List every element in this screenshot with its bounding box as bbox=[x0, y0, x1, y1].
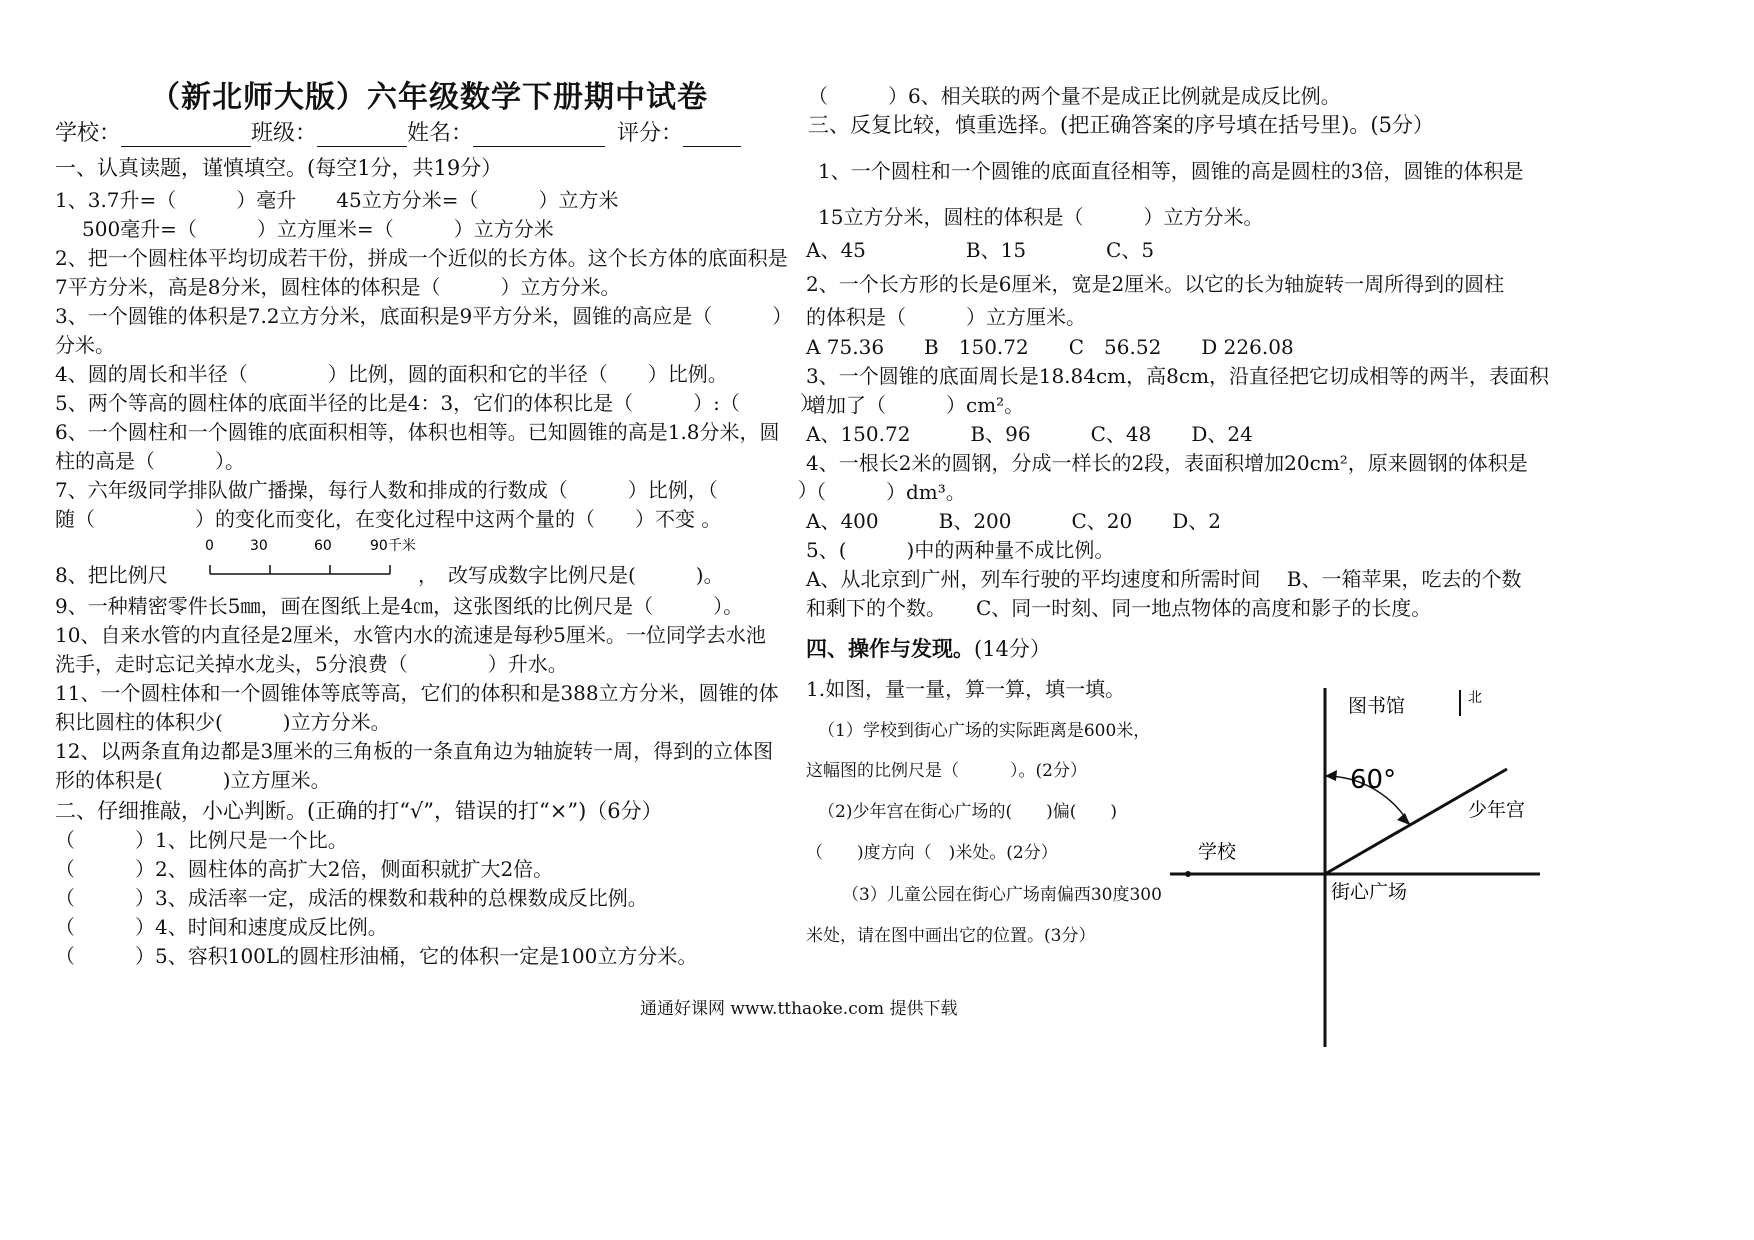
operation-sub-3b: 米处，请在图中画出它的位置。(3分） bbox=[806, 926, 1096, 946]
operation-sub-2b: （ )度方向（ )米处。(2分） bbox=[806, 843, 1058, 863]
angle-arrow-right bbox=[1397, 813, 1410, 825]
operation-question-1: 1.如图，量一量，算一算，填一填。 bbox=[806, 677, 1126, 701]
choice-1-options: A、45 B、15 C、5 bbox=[806, 238, 1155, 262]
page-title: （新北师大版）六年级数学下册期中试卷 bbox=[150, 80, 708, 115]
operation-sub-1a: （1）学校到街心广场的实际距离是600米， bbox=[818, 721, 1151, 741]
library-label: 图书馆 bbox=[1348, 695, 1406, 717]
section-3-header: 三、反复比较，慎重选择。(把正确答案的序号填在括号里)。(5分） bbox=[808, 113, 1434, 137]
choice-4a: 4、一根长2米的圆钢，分成一样长的2段，表面积增加20cm²，原来圆钢的体积是 bbox=[806, 451, 1528, 475]
choice-5-option-b: 和剩下的个数。 C、同一时刻、同一地点物体的高度和影子的长度。 bbox=[806, 596, 1432, 620]
question-12b: 形的体积是( )立方厘米。 bbox=[55, 768, 331, 792]
question-2a: 2、把一个圆柱体平均切成若干份，拼成一个近似的长方体。这个长方体的底面积是 bbox=[55, 246, 788, 270]
judge-2: （ ）2、圆柱体的高扩大2倍，侧面积就扩大2倍。 bbox=[55, 857, 554, 881]
operation-sub-1b: 这幅图的比例尺是（ ）。(2分） bbox=[806, 761, 1087, 781]
question-1a: 1、3.7升=（ ）毫升 45立方分米=（ ）立方米 bbox=[55, 188, 619, 212]
question-11b: 积比圆柱的体积少( )立方分米。 bbox=[55, 710, 391, 734]
question-3a: 3、一个圆锥的体积是7.2立方分米，底面积是9平方分米，圆锥的高应是（ ） bbox=[55, 304, 793, 328]
class-field[interactable] bbox=[317, 124, 407, 147]
line-scale-figure bbox=[200, 534, 416, 584]
name-field[interactable] bbox=[473, 124, 605, 147]
judge-6: （ ）6、相关联的两个量不是成正比例就是成反比例。 bbox=[808, 84, 1341, 108]
judge-3: （ ）3、成活率一定，成活的棵数和栽种的总棵数成反比例。 bbox=[55, 886, 648, 910]
section-4-header bbox=[806, 636, 1051, 662]
youth-palace-label: 少年宫 bbox=[1468, 799, 1526, 821]
north-label: 北 bbox=[1468, 690, 1482, 706]
student-info-row bbox=[55, 121, 741, 147]
scale-tick-label: 0 bbox=[205, 538, 214, 554]
score-field[interactable] bbox=[683, 124, 741, 147]
class-label: 班级： bbox=[251, 121, 318, 146]
question-9: 9、一种精密零件长5㎜，画在图纸上是4㎝，这张图纸的比例尺是（ ）。 bbox=[55, 594, 744, 618]
choice-4-options: A、400 B、200 C、20 D、2 bbox=[806, 509, 1221, 533]
choice-1a: 1、一个圆柱和一个圆锥的底面直径相等，圆锥的高是圆柱的3倍，圆锥的体积是 bbox=[818, 159, 1524, 183]
question-7b: 随（ ）的变化而变化，在变化过程中这两个量的（ ）不变 。 bbox=[55, 507, 722, 531]
judge-5: （ ）5、容积100L的圆柱形油桶，它的体积一定是100立方分米。 bbox=[55, 944, 698, 968]
direction-map bbox=[1165, 680, 1545, 1050]
choice-5-option-a: A、从北京到广州，列车行驶的平均速度和所需时间 B、一箱苹果，吃去的个数 bbox=[806, 567, 1522, 591]
choice-3b: 增加了（ ）cm²。 bbox=[806, 393, 1025, 417]
choice-2a: 2、一个长方形的长是6厘米，宽是2厘米。以它的长为轴旋转一周所得到的圆柱 bbox=[806, 272, 1505, 296]
question-6a: 6、一个圆柱和一个圆锥的底面积相等，体积也相等。已知圆锥的高是1.8分米，圆 bbox=[55, 420, 780, 444]
section-4-points: (14分） bbox=[974, 637, 1051, 661]
choice-2-options: A 75.36 B 150.72 C 56.52 D 226.08 bbox=[806, 335, 1294, 359]
question-4: 4、圆的周长和半径（ ）比例，圆的面积和它的半径（ ）比例。 bbox=[55, 362, 728, 386]
judge-1: （ ）1、比例尺是一个比。 bbox=[55, 828, 348, 852]
question-8-suffix: ， 改写成数字比例尺是( )。 bbox=[418, 563, 724, 587]
choice-3-options: A、150.72 B、96 C、48 D、24 bbox=[806, 422, 1253, 446]
question-12a: 12、以两条直角边都是3厘米的三角板的一条直角边为轴旋转一周，得到的立体图 bbox=[55, 739, 774, 763]
section-2-header: 二、仔细推敲，小心判断。(正确的打“√”，错误的打“×”)（6分） bbox=[55, 799, 663, 823]
question-1b: 500毫升=（ ）立方厘米=（ ）立方分米 bbox=[82, 217, 554, 241]
plaza-label: 街心广场 bbox=[1331, 881, 1408, 903]
angle-arrow-left bbox=[1325, 770, 1337, 781]
question-7a: 7、六年级同学排队做广播操，每行人数和排成的行数成（ ）比例，（ ） bbox=[55, 478, 818, 502]
section-1-header: 一、认真读题，谨慎填空。(每空1分，共19分） bbox=[55, 156, 503, 180]
scale-tick-label: 90千米 bbox=[370, 538, 416, 554]
question-2b: 7平方分米，高是8分米，圆柱体的体积是（ ）立方分米。 bbox=[55, 275, 621, 299]
question-6b: 柱的高是（ ）。 bbox=[55, 449, 245, 473]
choice-3a: 3、一个圆锥的底面周长是18.84cm，高8cm，沿直径把它切成相等的两半，表面积 bbox=[806, 364, 1550, 388]
school-label: 学校 bbox=[1198, 841, 1237, 863]
scale-tick-label: 30 bbox=[250, 538, 268, 554]
scale-tick-label: 60 bbox=[314, 538, 332, 554]
question-3b: 分米。 bbox=[55, 333, 115, 357]
name-label: 姓名： bbox=[407, 121, 474, 146]
section-4-title: 四、操作与发现。 bbox=[806, 636, 974, 661]
question-11a: 11、一个圆柱体和一个圆锥体等底等高，它们的体积和是388立方分米，圆锥的体 bbox=[55, 681, 779, 705]
school-point bbox=[1185, 871, 1191, 877]
choice-4b: （ ）dm³。 bbox=[806, 480, 966, 504]
school-label: 学校： bbox=[55, 121, 122, 146]
question-8-prefix: 8、把比例尺 bbox=[55, 563, 168, 587]
choice-2b: 的体积是（ ）立方厘米。 bbox=[806, 305, 1086, 329]
question-10b: 洗手，走时忘记关掉水龙头，5分浪费（ ）升水。 bbox=[55, 652, 568, 676]
school-field[interactable] bbox=[121, 124, 251, 147]
question-5: 5、两个等高的圆柱体的底面半径的比是4：3，它们的体积比是（ ）:（ ）。 bbox=[55, 391, 830, 415]
footer-credit: 通通好课网 www.tthaoke.com 提供下载 bbox=[640, 999, 958, 1019]
question-10a: 10、自来水管的内直径是2厘米，水管内水的流速是每秒5厘米。一位同学去水池 bbox=[55, 623, 766, 647]
operation-sub-3a: （3）儿童公园在街心广场南偏西30度300 bbox=[842, 885, 1162, 905]
angle-label: 60° bbox=[1350, 765, 1397, 795]
judge-4: （ ）4、时间和速度成反比例。 bbox=[55, 915, 388, 939]
choice-5: 5、( )中的两种量不成比例。 bbox=[806, 538, 1115, 562]
choice-1b: 15立方分米，圆柱的体积是（ ）立方分米。 bbox=[818, 205, 1264, 229]
operation-sub-2a: （2)少年宫在街心广场的( )偏( ) bbox=[818, 802, 1117, 822]
score-label: 评分： bbox=[617, 121, 684, 146]
